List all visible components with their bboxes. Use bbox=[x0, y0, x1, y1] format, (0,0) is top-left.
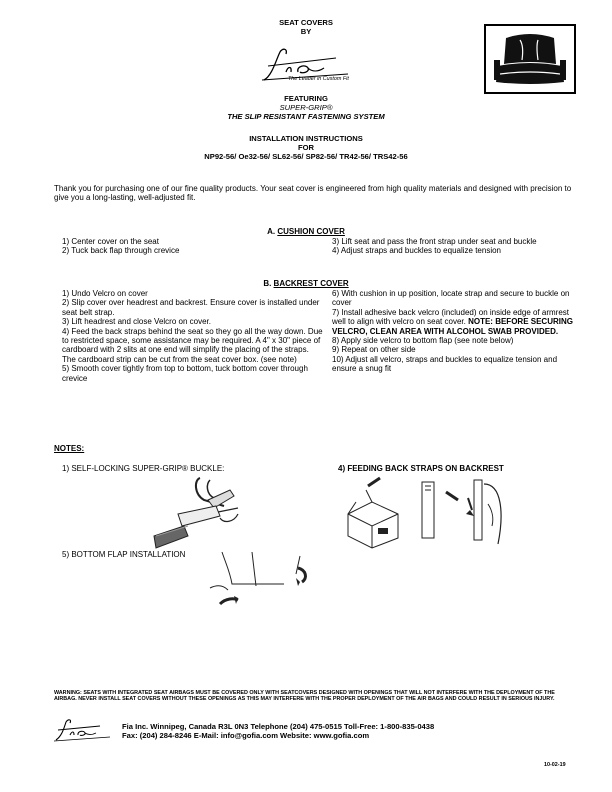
header-title bbox=[226, 18, 386, 36]
bottom-flap-illustration bbox=[204, 548, 324, 610]
list-item: 10) Adjust all velcro, straps and buckles to equalize tension and ensure a snug fit bbox=[332, 354, 558, 374]
backrest-prefix: B. bbox=[263, 279, 274, 288]
instructions-title: INSTALLATION INSTRUCTIONS bbox=[249, 134, 363, 143]
featuring-label: FEATURING bbox=[284, 94, 328, 103]
backrest-heading bbox=[206, 279, 406, 288]
list-item: 2) Tuck back flap through crevice bbox=[62, 246, 180, 256]
brand-name: SUPER-GRIP® bbox=[279, 103, 333, 113]
footer-address-line: Fia Inc. Winnipeg, Canada R3L 0N3 Telephone (204) 475-0515 Toll-Free: 1-800-835-0438 bbox=[122, 722, 435, 731]
instructions-for: FOR bbox=[297, 143, 315, 153]
cushion-prefix: A. bbox=[267, 227, 278, 236]
step-7-text: 7) Install adhesive back velcro (included) on inside edge of armrest well to align with velcro on seat cover. bbox=[332, 307, 570, 327]
list-item: 6) With cushion in up position, locate strap and secure to buckle on cover bbox=[332, 289, 570, 308]
step-7-note: NOTE: BEFORE SECURING VELCRO, CLEAN AREA WITH ALCOHOL SWAB PROVIDED. bbox=[332, 317, 573, 336]
list-item: 1) Center cover on the seat bbox=[62, 237, 159, 246]
seat-icon bbox=[484, 24, 576, 94]
buckle-illustration bbox=[134, 474, 252, 558]
list-item: 5) Smooth cover tightly from top to bottom, tuck bottom cover through crevice bbox=[62, 364, 308, 383]
list-item bbox=[332, 308, 582, 336]
list-item: 8) Apply side velcro to bottom flap (see note below) bbox=[332, 336, 514, 346]
cushion-right-list bbox=[332, 237, 582, 256]
list-item: 4) Feed the back straps behind the seat so they go all the way down. Due to restricted space, some assistance may be required. A 4" x 30" piece of cardboard with 2 slits at one end will simplify the placing of the straps. The cardboard strip can be cut from the seat cover box. (see note) bbox=[62, 326, 323, 364]
list-item: 1) Undo Velcro on cover bbox=[62, 289, 148, 298]
notes-title: NOTES: bbox=[54, 444, 85, 453]
cushion-title: CUSHION COVER bbox=[277, 227, 345, 236]
list-item: 9) Repeat on other side bbox=[332, 345, 416, 355]
featuring-block bbox=[206, 94, 406, 122]
header-line-by: BY bbox=[300, 27, 312, 37]
system-name: THE SLIP RESISTANT FASTENING SYSTEM bbox=[227, 112, 385, 122]
footer-fia-logo bbox=[52, 718, 114, 744]
backrest-title: BACKREST COVER bbox=[273, 279, 349, 288]
list-item: 3) Lift headrest and close Velcro on cover. bbox=[62, 317, 211, 327]
footer-fax-line: Fax: (204) 284-8246 E-Mail: info@gofia.com Website: www.gofia.com bbox=[122, 731, 370, 741]
note-5-label: 5) BOTTOM FLAP INSTALLATION bbox=[62, 550, 186, 559]
list-item: 3) Lift seat and pass the front strap under seat and buckle bbox=[332, 237, 537, 246]
list-item: 4) Adjust straps and buckles to equalize tension bbox=[332, 246, 501, 256]
model-list: NP92-56/ Oe32-56/ SL62-56/ SP82-56/ TR42-56/ TRS42-56 bbox=[204, 152, 408, 162]
note-1-label: 1) SELF-LOCKING SUPER-GRIP® BUCKLE: bbox=[62, 464, 225, 473]
backrest-left-list bbox=[62, 289, 324, 383]
intro-paragraph: Thank you for purchasing one of our fine quality products. Your seat cover is engineered from high quality materials and designed with precision to give you a long-lasting, well-adjusted fit. bbox=[54, 184, 572, 203]
logo-tagline: The Leader in Custom Fit bbox=[288, 76, 349, 82]
header-line-seat-covers: SEAT COVERS bbox=[279, 18, 333, 27]
feeding-straps-illustration bbox=[342, 474, 528, 550]
document-code: 10-02-19 bbox=[544, 762, 566, 768]
list-item: 2) Slip cover over headrest and backrest. Ensure cover is installed under seat belt strap. bbox=[62, 298, 320, 317]
backrest-right-list bbox=[332, 289, 582, 374]
footer-contact bbox=[122, 722, 562, 740]
note-4-label: 4) FEEDING BACK STRAPS ON BACKREST bbox=[338, 464, 504, 473]
airbag-warning: WARNING: SEATS WITH INTEGRATED SEAT AIRBAGS MUST BE COVERED ONLY WITH SEATCOVERS DESIGNED WITH OPENINGS THAT WILL NOT INTERFERE WITH THE DEPLOYMENT OF THE AIRBAG. NEVER INSTALL SEAT COVERS WITHOUT THESE OPENINGS AS THIS MAY INTERFERE WITH THE PROPER DEPLOYMENT OF THE AIR BAGS AND COULD RESULT IN SERIOUS INJURY. bbox=[54, 690, 555, 703]
cushion-left-list bbox=[62, 237, 322, 256]
cushion-heading bbox=[206, 227, 406, 236]
instructions-block bbox=[176, 134, 436, 162]
